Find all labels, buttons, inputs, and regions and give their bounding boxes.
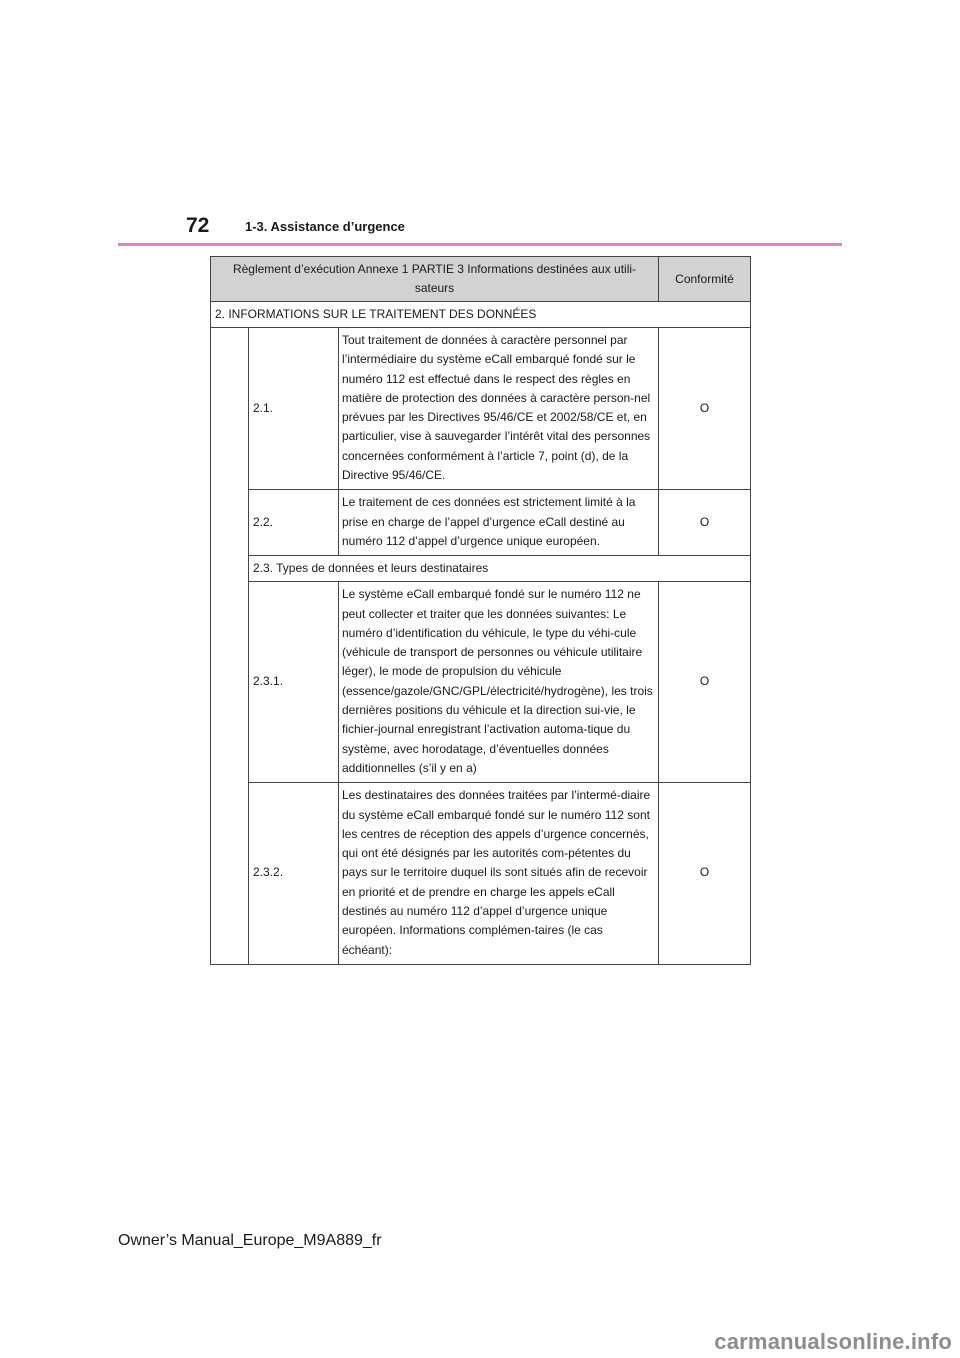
table-row [211,328,751,490]
table-row [211,783,751,965]
row-conformity: O [659,328,751,490]
header-rule [118,243,842,246]
table-row [211,490,751,556]
row-text: Le système eCall embarqué fondé sur le numéro 112 ne peut collecter et traiter que les données suivantes: Le numéro d’identification du véhicule, le type du véhi-cule (véhicule de transport de personnes ou véhicule utilitaire léger), le mode de propulsion du véhicule (essence/gazole/GNC/GPL/électricité/hydrogène), les trois dernières positions du véhicule et la direction sui-vie, le fichier-journal enregistrant l’activation automa-tique du système, avec horodatage, d’éventuelles données additionnelles (s’il y en a) [339,582,659,783]
requirement-header: Règlement d’exécution Annexe 1 PARTIE 3 Informations destinées aux utili-sateurs [211,257,659,302]
row-text: Tout traitement de données à caractère personnel par l’intermédiaire du système eCall embarqué fondé sur le numéro 112 est effectué dans le respect des règles en matière de protection des données à caractère person-nel prévues par les Directives 95/46/CE et 2002/58/CE et, en particulier, vise à sauvegarder l’intérêt vital des personnes concernées conformément à l’article 7, point (d), de la Directive 95/46/CE. [339,328,659,490]
table-header-row [211,257,751,302]
row-text: Les destinataires des données traitées par l’intermé-diaire du système eCall embarqué fondé sur le numéro 112 sont les centres de réception des appels d’urgence concernés, qui ont été désignés par les autorités com-pétentes du pays sur le territoire duquel ils sont situés afin de recevoir en priorité et de prendre en charge les appels eCall destinés au numéro 112 d’appel d’urgence unique européen. Informations complémen-taires (le cas échéant): [339,783,659,965]
subsection-heading: 2.3. Types de données et leurs destinataires [249,556,751,582]
page-number: 72 [186,214,210,237]
section-title: 1-3. Assistance d’urgence [245,219,405,234]
section-heading: 2. INFORMATIONS SUR LE TRAITEMENT DES DONNÉES [211,302,751,328]
row-number: 2.3.2. [249,783,339,965]
row-conformity: O [659,490,751,556]
manual-footer: Owner’s Manual_Europe_M9A889_fr [118,1232,382,1249]
table-row [211,582,751,783]
row-conformity: O [659,582,751,783]
indent-cell [211,328,249,965]
row-text: Le traitement de ces données est strictement limité à la prise en charge de l’appel d’urgence eCall destiné au numéro 112 d’appel d’urgence unique européen. [339,490,659,556]
row-number: 2.3.1. [249,582,339,783]
data-processing-table [210,256,751,965]
conformity-header: Conformité [659,257,751,302]
section-heading-row [211,302,751,328]
row-number: 2.2. [249,490,339,556]
row-conformity: O [659,783,751,965]
row-number: 2.1. [249,328,339,490]
watermark-logo: carmanualsonline.info [714,1329,952,1354]
subsection-heading-row [211,556,751,582]
